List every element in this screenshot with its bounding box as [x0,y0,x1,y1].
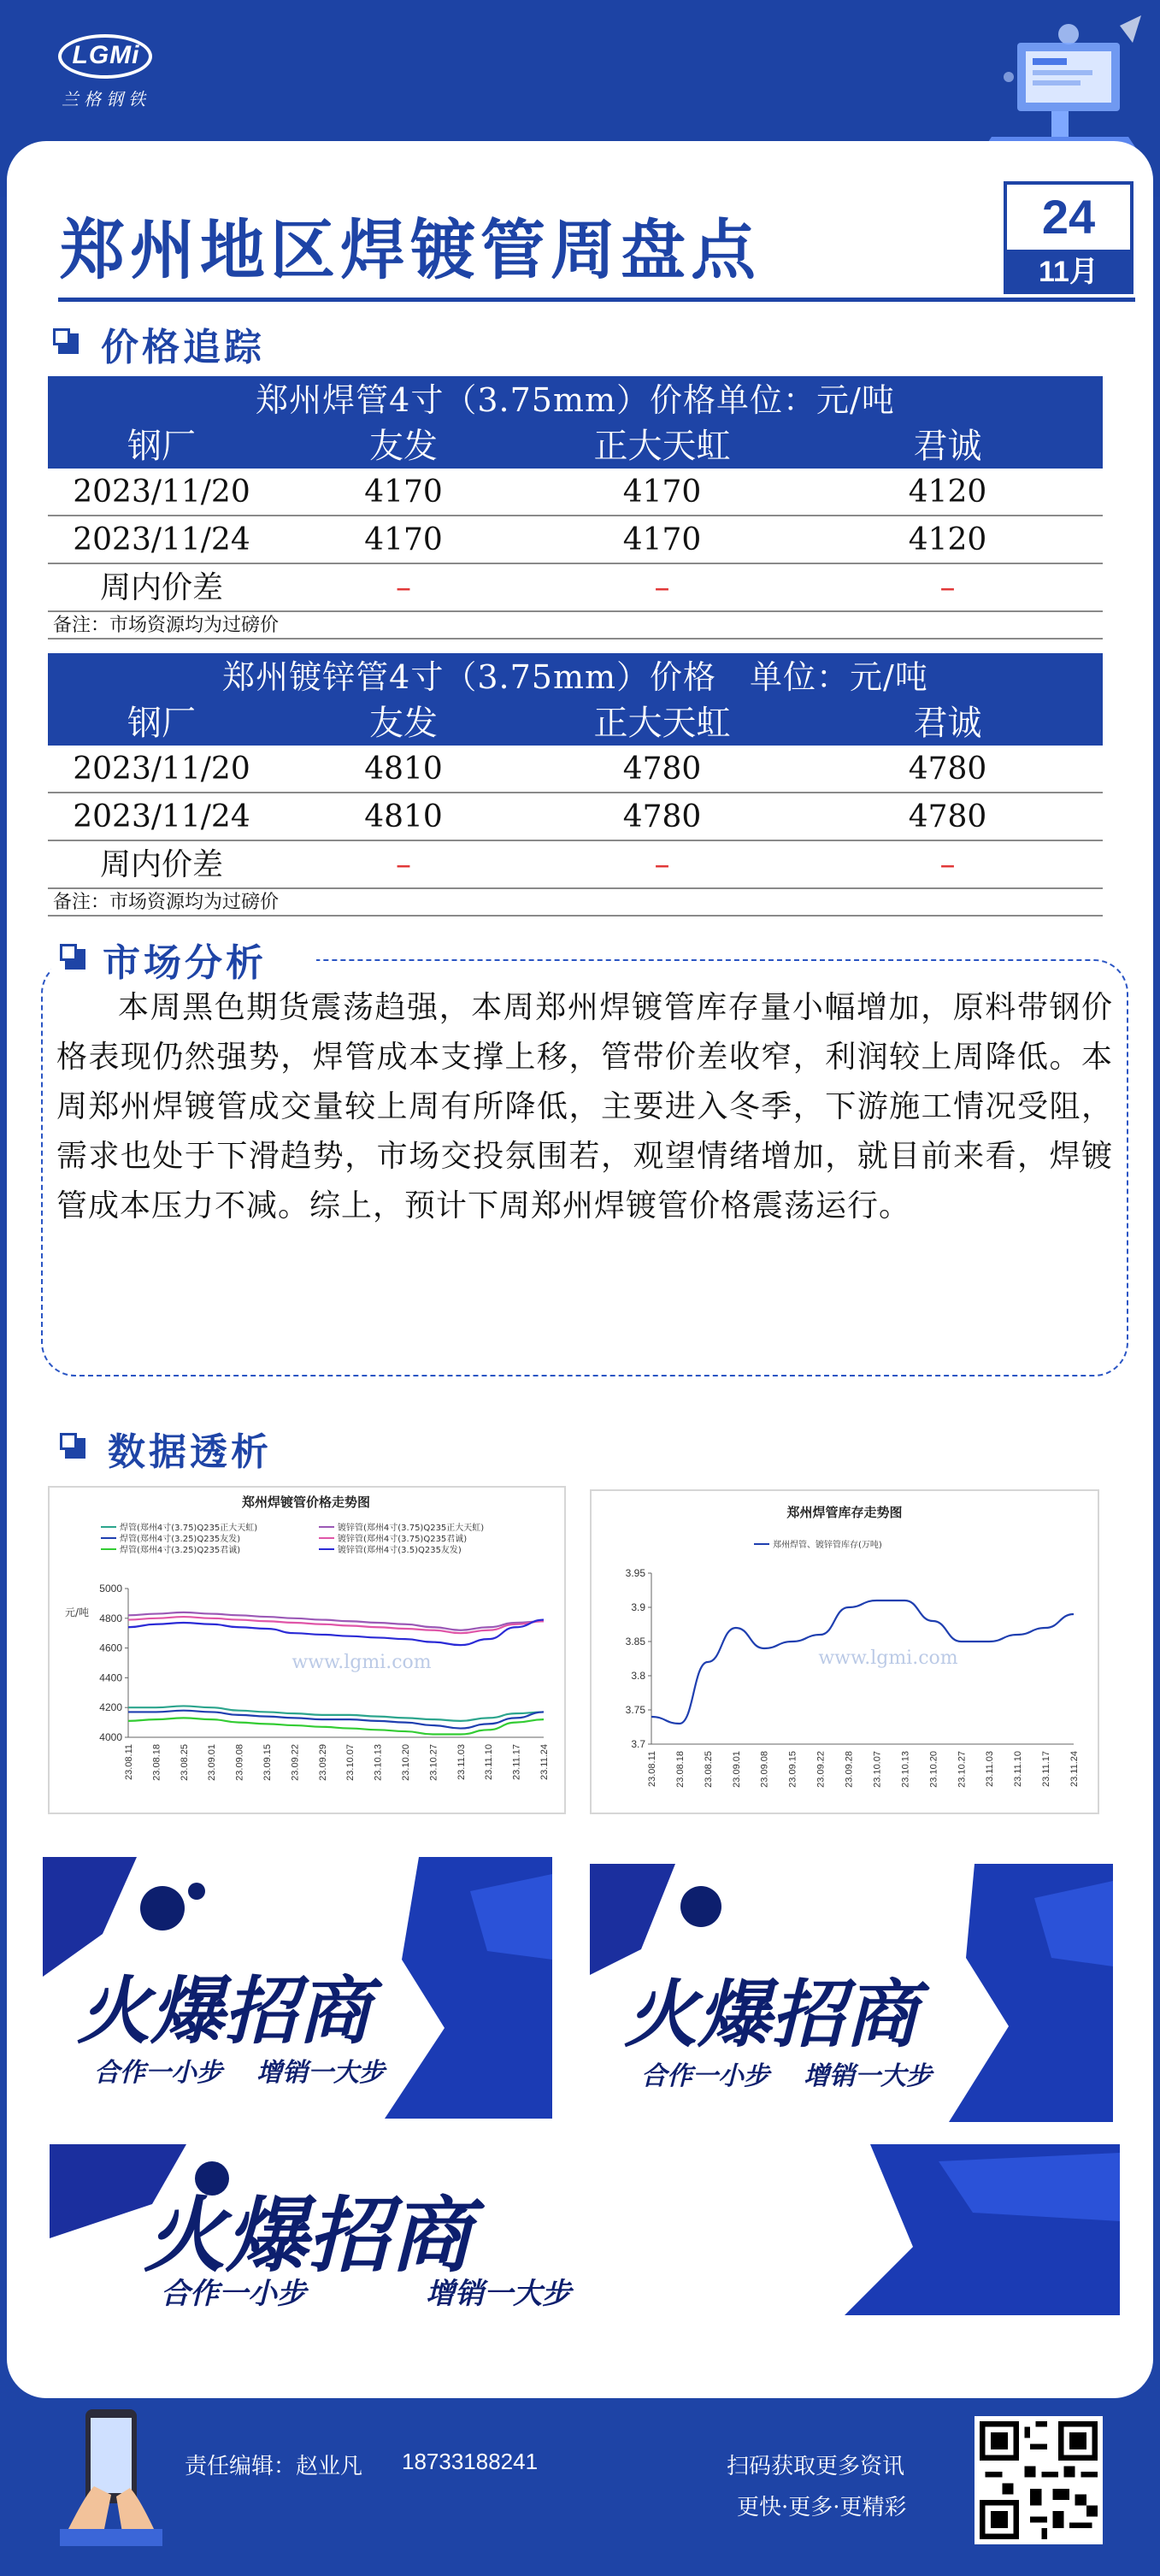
x-tick-label: 23.09.08 [759,1751,770,1788]
legend-label: 郑州焊管、镀锌管库存(万吨) [773,1541,882,1550]
weekly-diff-row: 周内价差 – – – [48,841,1103,889]
legend-label: 焊管(郑州4寸(3.75)Q235正大天虹) [120,1524,258,1533]
editor-label: 责任编辑：赵业凡 [185,2454,363,2479]
y-axis-label: 元/吨 [64,1606,90,1618]
table-row: 2023/11/20 4810 4780 4780 [48,746,1103,793]
promo-banner-right[interactable] [590,1864,1113,2122]
section-header-analysis: 市场分析 [65,935,267,983]
section-marker-icon [65,949,85,970]
banner-main-text: 火爆招商 [77,1969,371,2054]
scan-text: 扫码获取更多资讯 [727,2454,905,2479]
banner-sub-left: 合作一小步 [94,2058,222,2088]
x-tick-label: 23.11.10 [484,1744,495,1781]
editor-phone[interactable]: 18733188241 [402,2449,539,2474]
column-header: 正大天虹 [593,427,731,466]
banner-sub-right: 增销一大步 [804,2061,932,2091]
y-tick-label: 4400 [99,1671,122,1684]
table-row: 2023/11/24 4170 4170 4120 [48,516,1103,564]
inventory-trend-chart [590,1489,1099,1814]
y-tick-label: 4800 [99,1612,122,1624]
x-tick-label: 23.11.17 [1041,1751,1052,1788]
section-header-price: 价格追踪 [58,320,265,368]
legend-label: 焊管(郑州4寸(3.25)Q235君诚) [120,1546,241,1555]
qr-code[interactable] [975,2416,1103,2544]
x-tick-label: 23.08.25 [703,1751,714,1788]
y-tick-label: 3.75 [625,1704,645,1716]
galvanized-pipe-price-table [48,653,1103,917]
x-tick-label: 23.10.20 [928,1751,939,1788]
legend-label: 焊管(郑州4寸(3.25)Q235友发) [120,1535,241,1544]
x-tick-label: 23.09.08 [234,1744,245,1781]
section-header-data: 数据透析 [65,1424,272,1472]
table-row: 2023/11/20 4170 4170 4120 [48,469,1103,516]
y-tick-label: 4600 [99,1642,122,1654]
column-header: 友发 [369,427,438,466]
x-tick-label: 23.10.07 [872,1751,883,1788]
watermark: www.lgmi.com [291,1652,432,1673]
table-title: 郑州镀锌管4寸（3.75mm）价格 单位：元/吨 [222,658,928,696]
legend-label: 镀锌管(郑州4寸(3.5)Q235友发) [338,1546,462,1555]
x-tick-label: 23.11.24 [1069,1751,1080,1788]
x-tick-label: 23.10.27 [428,1744,439,1781]
x-tick-label: 23.10.27 [957,1751,968,1788]
table-row: 2023/11/24 4810 4780 4780 [48,793,1103,841]
y-tick-label: 3.7 [631,1738,645,1750]
x-tick-label: 23.09.29 [317,1744,328,1781]
column-header: 君诚 [913,427,982,466]
x-tick-label: 23.08.11 [647,1751,657,1788]
table-header-row [48,701,1103,746]
banner-main-text: 火爆招商 [624,1972,918,2058]
date-day: 24 [1004,181,1134,250]
welded-pipe-price-table [48,376,1103,640]
y-tick-label: 4000 [99,1731,122,1743]
x-tick-label: 23.10.13 [373,1744,384,1781]
price-trend-chart [48,1486,566,1814]
x-tick-label: 23.11.24 [539,1744,550,1781]
x-tick-label: 23.09.15 [262,1744,273,1781]
y-tick-label: 3.95 [625,1567,645,1579]
y-tick-label: 3.8 [631,1670,645,1682]
section-marker-icon [58,333,79,354]
x-tick-label: 23.10.20 [401,1744,411,1781]
banner-sub-left: 合作一小步 [161,2277,306,2311]
y-tick-label: 4200 [99,1701,122,1714]
x-tick-label: 23.09.15 [787,1751,798,1788]
table-note: 备注：市场资源均为过磅价 [48,612,1103,640]
analysis-paragraph: 本周黑色期货震荡趋强，本周郑州焊镀管库存量小幅增加，原料带钢价格表现仍然强势，焊管成本支撑上移，管带价差收窄，利润较上周降低。本周郑州焊镀管成交量较上周有所降低，主要进入冬季，下游施工情况受阻，需求也处于下滑趋势，市场交投氛围若，观望情绪增加，就目前来看，焊镀管成本压力不减。综上，预计下周郑州焊镀管价格震荡运行。 [56,990,1113,1223]
x-tick-label: 23.09.28 [844,1751,855,1788]
banner-sub-left: 合作一小步 [641,2061,769,2091]
column-header: 友发 [369,704,438,743]
watermark: www.lgmi.com [818,1648,958,1669]
weekly-diff-row: 周内价差 – – – [48,564,1103,612]
section-marker-icon [65,1438,85,1459]
series-line [128,1620,544,1646]
column-header: 钢厂 [127,427,196,466]
phone-in-hand-icon [60,2401,162,2546]
series-line [128,1612,544,1630]
chart-title: 郑州焊镀管价格走势图 [241,1494,371,1510]
series-line [128,1711,544,1729]
y-tick-label: 3.9 [631,1601,645,1613]
chart-title: 郑州焊管库存走势图 [786,1505,903,1520]
legend-label: 镀锌管(郑州4寸(3.75)Q235正大天虹) [338,1524,485,1533]
y-tick-label: 3.85 [625,1636,645,1648]
x-tick-label: 23.11.17 [511,1744,522,1781]
x-tick-label: 23.09.22 [816,1751,827,1788]
x-tick-label: 23.09.01 [731,1751,742,1788]
column-header: 君诚 [913,704,982,743]
table-title: 郑州焊管4寸（3.75mm）价格单位：元/吨 [256,381,895,419]
x-tick-label: 23.11.03 [456,1744,467,1781]
banner-sub-right: 增销一大步 [256,2058,385,2088]
series-line [128,1617,544,1633]
x-tick-label: 23.11.10 [1013,1751,1024,1788]
banner-main-text: 火爆招商 [144,2188,472,2284]
x-tick-label: 23.09.01 [207,1744,218,1781]
promo-banner-wide[interactable] [50,2144,1120,2315]
y-tick-label: 5000 [99,1583,122,1595]
column-header: 正大天虹 [593,704,731,743]
slogan-text: 更快·更多·更精彩 [737,2495,907,2520]
x-tick-label: 23.11.03 [985,1751,996,1788]
x-tick-label: 23.08.18 [674,1751,686,1788]
column-header: 钢厂 [127,704,196,743]
page-title: 郑州地区焊镀管周盘点 [60,212,761,288]
x-tick-label: 23.08.25 [179,1744,190,1781]
promo-banner-left[interactable] [43,1857,552,2119]
title-divider [58,298,1135,302]
x-tick-label: 23.08.18 [151,1744,162,1781]
x-tick-label: 23.10.13 [900,1751,911,1788]
x-tick-label: 23.10.07 [345,1744,356,1781]
brand-logo: LGMi 兰格钢铁 [55,31,157,116]
x-tick-label: 23.09.22 [290,1744,301,1781]
x-tick-label: 23.08.11 [124,1744,134,1781]
table-header-row [48,424,1103,469]
banner-sub-right: 增销一大步 [426,2277,571,2311]
table-note: 备注：市场资源均为过磅价 [48,889,1103,917]
series-line [128,1718,544,1734]
legend-label: 镀锌管(郑州4寸(3.75)Q235君诚) [338,1535,468,1544]
date-month: 11月 [1004,250,1134,294]
